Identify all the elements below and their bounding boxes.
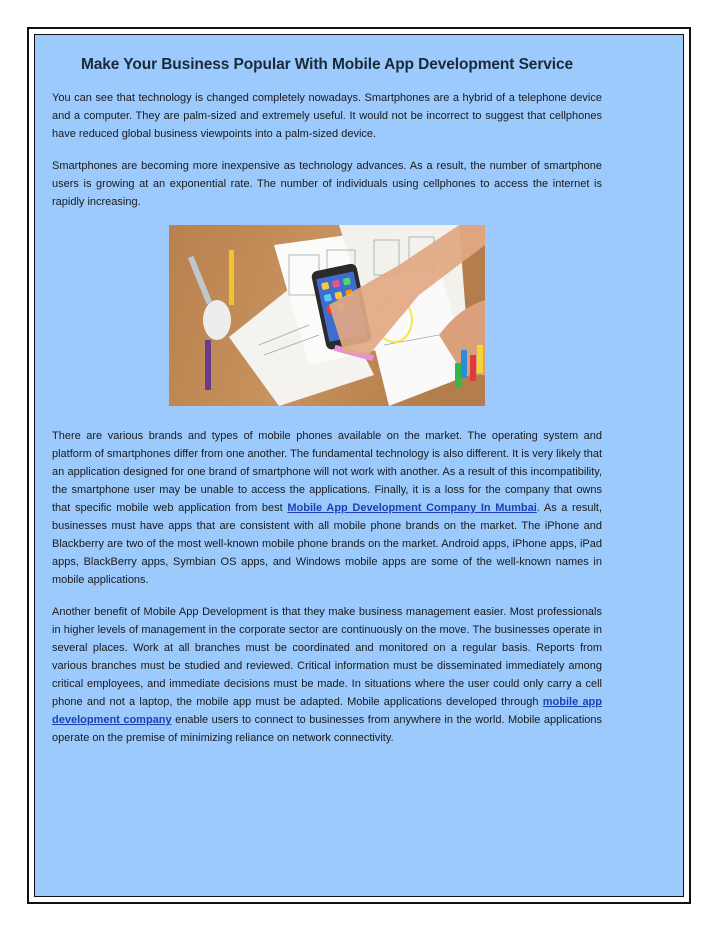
desk-photo	[169, 225, 485, 406]
paragraph-2: Smartphones are becoming more inexpensive as technology advances. As a result, the number of smartphone users is growing at an exponential rate. The number of individuals using cellphones to access the internet is rapidly increasing.	[52, 160, 602, 208]
paragraph-4	[52, 603, 602, 747]
paragraph-4-text-a: Another benefit of Mobile App Development is that they make business management easier. Most professionals in higher levels of management in the corporate sector are continuously on the move. The businesses operate in several places. Work at all branches must be coordinated and monitored on a regular basis. Reports from various branches must be studied and reviewed. Critical information must be disseminated immediately among critical employees, and immediate decisions must be made. In situations where the user could only carry a cell phone and not a laptop, the mobile app must be adapted. Mobile applications developed through	[52, 606, 602, 708]
paragraph-4-text-b: enable users to connect to businesses from anywhere in the world. Mobile applications operate on the premise of minimizing reliance on network connectivity.	[52, 714, 602, 744]
desk-illustration	[169, 225, 485, 406]
paragraph-3	[52, 427, 602, 589]
page-title: Make Your Business Popular With Mobile App Development Service	[80, 56, 574, 73]
paragraph-3-text-b: . As a result, businesses must have apps that are consistent with all mobile phone brands on the market. The iPhone and Blackberry are two of the most well-known mobile phone brands on the market. Android apps, iPhone apps, iPad apps, BlackBerry apps, Symbian OS apps, and Windows mobile apps are some of the well-known names in mobile applications.	[52, 502, 603, 586]
paragraph-1: You can see that technology is changed completely nowadays. Smartphones are a hybrid of a telephone device and a computer. They are palm-sized and extremely useful. It would not be incorrect to suggest that cellphones have reduced global business viewpoints into a palm-sized device.	[52, 92, 602, 140]
document-body	[52, 56, 602, 761]
mumbai-company-link[interactable]: Mobile App Development Company In Mumbai	[287, 502, 537, 514]
development-company-link[interactable]: mobile app development company	[52, 696, 602, 726]
paragraph-3-text-a: There are various brands and types of mobile phones available on the market. The operating system and platform of smartphones differ from one another. The fundamental technology is also different. It is very likely that an application designed for one brand of smartphone will not work with another. As a result of this incompatibility, the smartphone user may be unable to access the applications. Finally, it is a loss for the company that owns that specific mobile web application from best	[52, 430, 602, 514]
